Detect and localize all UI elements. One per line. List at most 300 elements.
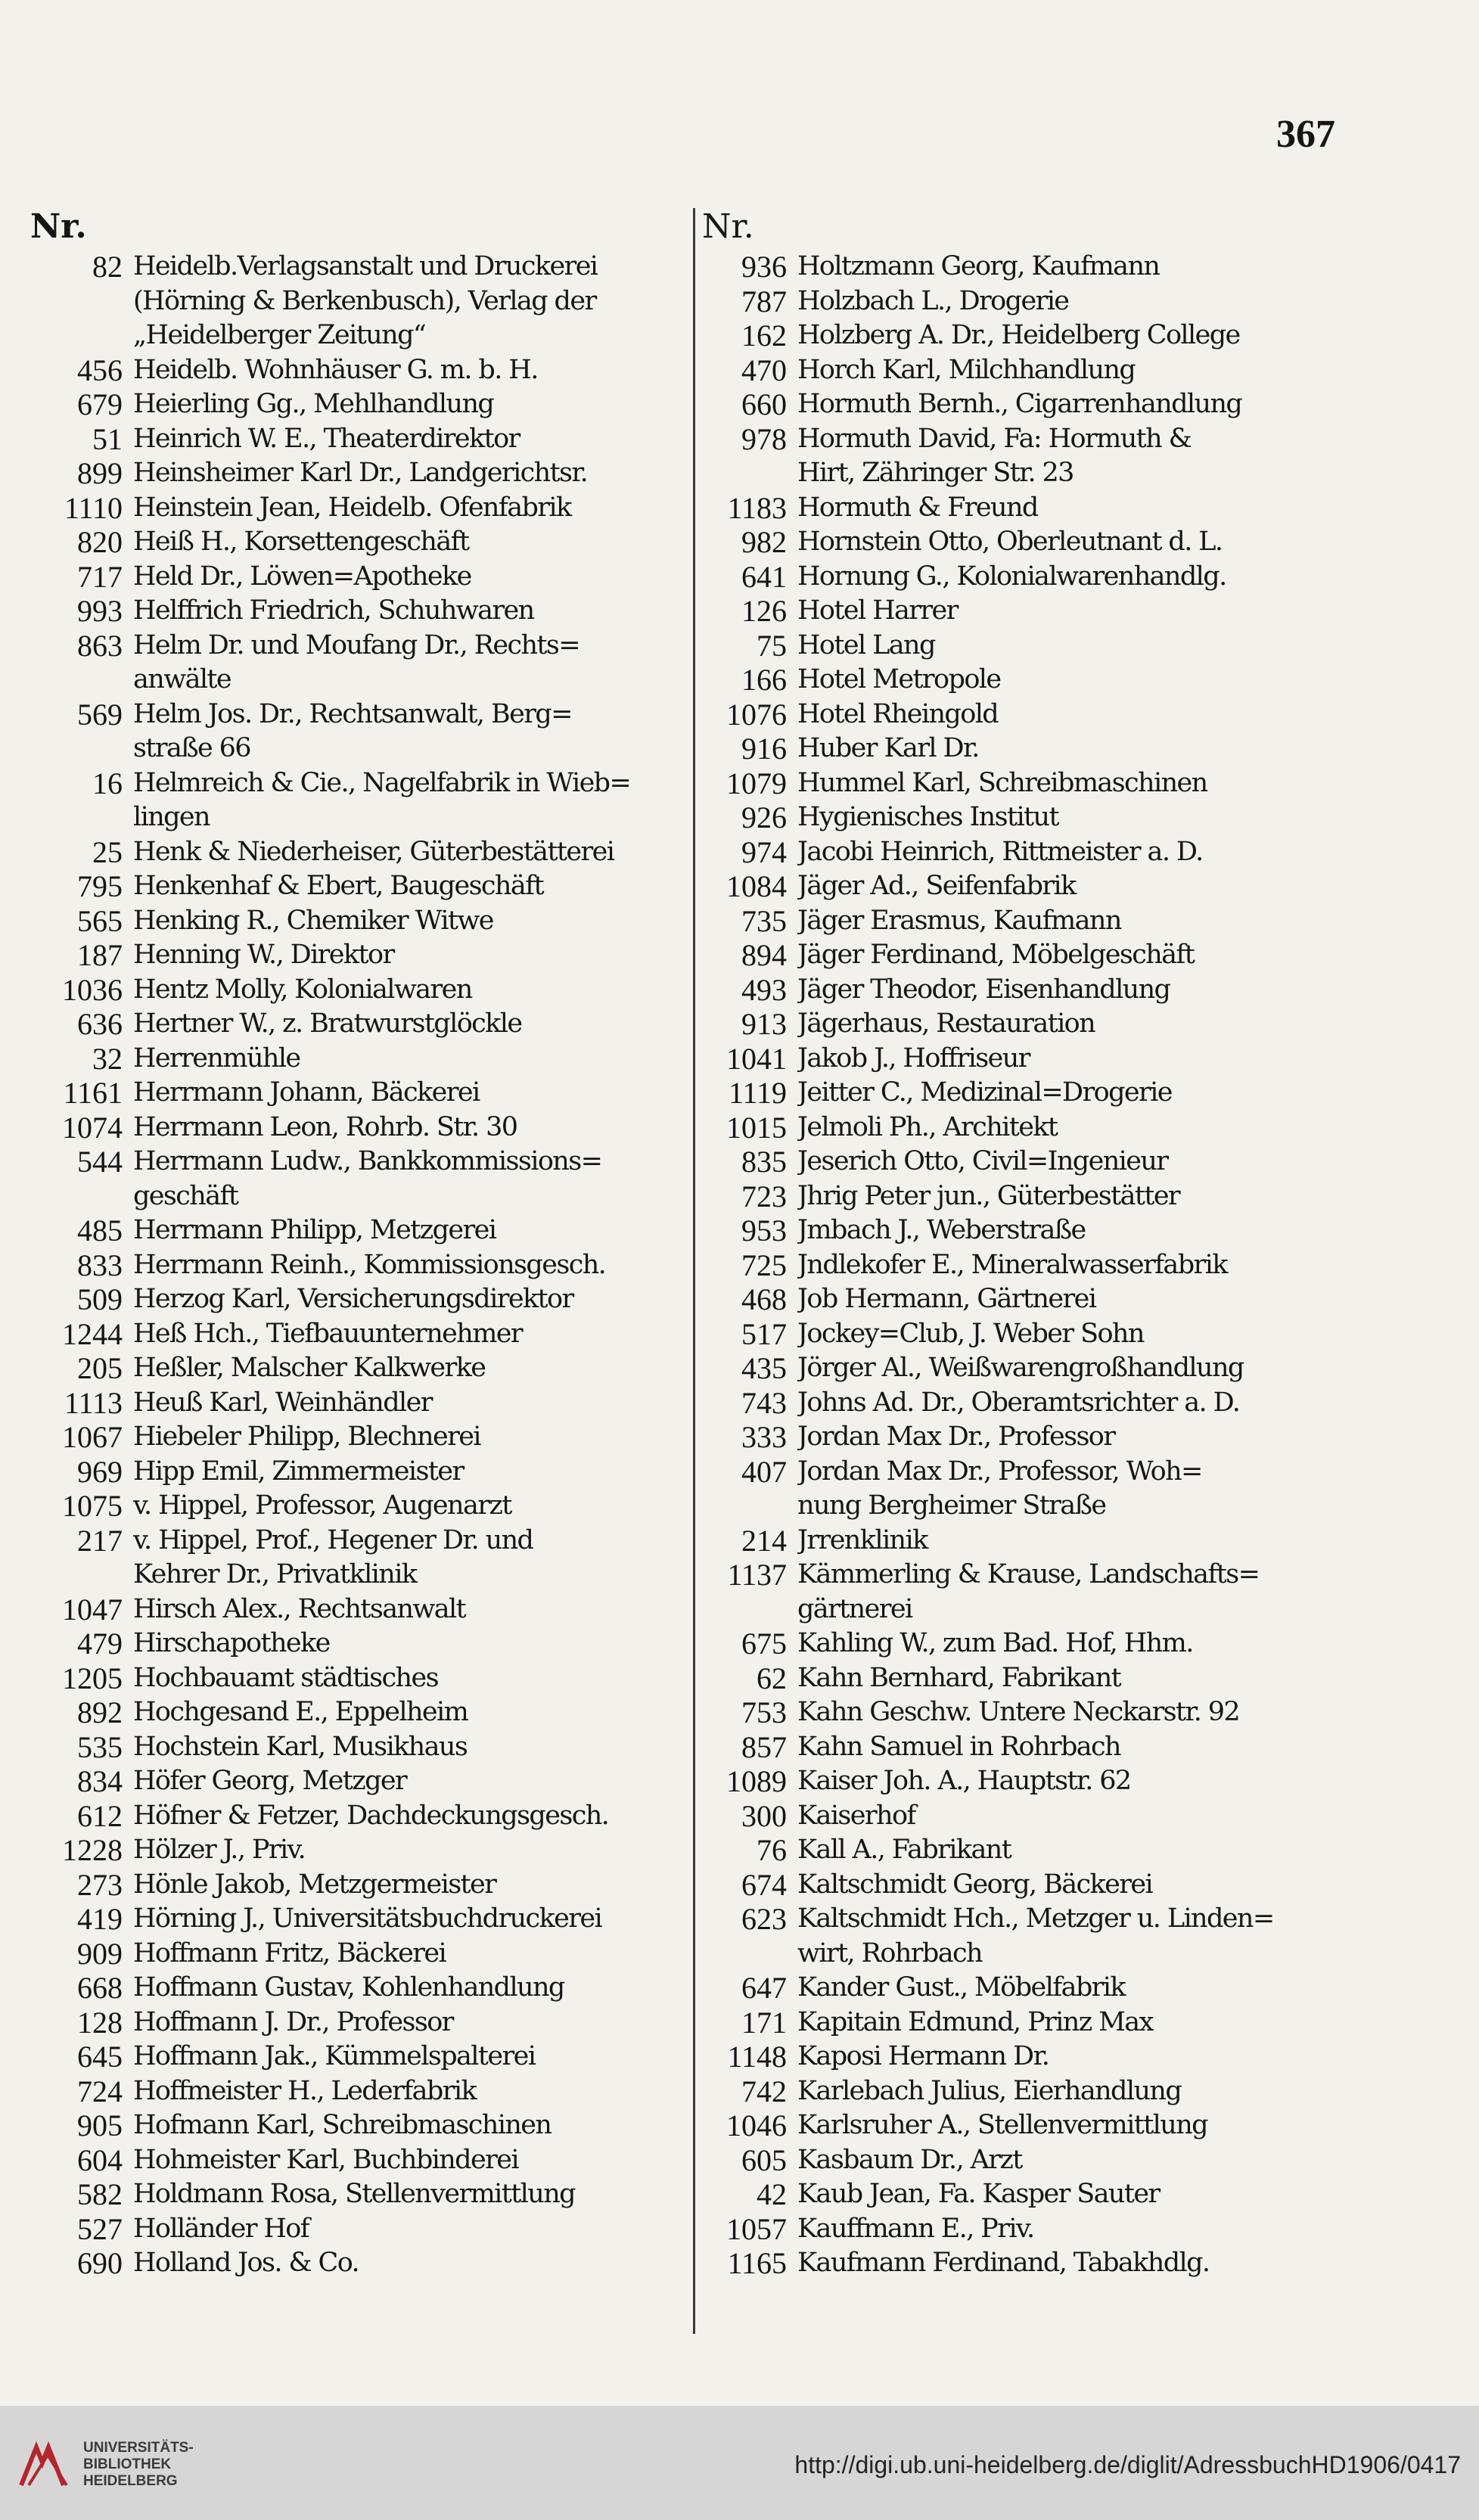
entry-number: 479 — [77, 1627, 123, 1661]
entry-number: 1046 — [726, 2108, 787, 2142]
directory-entry — [30, 1145, 688, 1213]
entry-number: 76 — [757, 1833, 787, 1867]
entry-number: 217 — [77, 1523, 123, 1558]
entry-text — [133, 1248, 688, 1283]
entry-number: 535 — [77, 1729, 123, 1764]
entry-text — [797, 1971, 1368, 2006]
directory-entry — [30, 1076, 688, 1111]
entry-line: Hofmann Karl, Schreibmaschinen — [133, 2110, 552, 2140]
entry-text — [133, 2143, 688, 2178]
entry-number: 723 — [741, 1179, 787, 1213]
entry-number: 742 — [741, 2074, 787, 2108]
entry-line: „Heidelberger Zeitung“ — [133, 320, 426, 350]
entry-text — [797, 2108, 1368, 2143]
entry-number: 674 — [741, 1867, 787, 1902]
directory-entry — [702, 250, 1368, 284]
entry-text — [133, 2006, 688, 2040]
directory-entry — [30, 1007, 688, 1042]
entry-line: Kaposi Hermann Dr. — [797, 2041, 1049, 2071]
entry-line: (Hörning & Berkenbusch), Verlag der — [133, 285, 596, 316]
entry-number: 820 — [77, 525, 123, 559]
entry-text — [797, 1661, 1368, 1696]
entry-line: Kahn Bernhard, Fabrikant — [797, 1662, 1121, 1693]
entry-number: 509 — [77, 1282, 123, 1316]
directory-entry — [702, 2143, 1368, 2178]
directory-entry — [30, 904, 688, 939]
entry-number: 527 — [77, 2211, 123, 2246]
entry-number: 51 — [92, 421, 123, 456]
entry-line: Job Hermann, Gärtnerei — [797, 1284, 1096, 1314]
directory-entry — [702, 835, 1368, 870]
entry-text — [133, 2177, 688, 2212]
directory-entry — [30, 1489, 688, 1524]
entry-text — [797, 766, 1368, 801]
directory-entry — [702, 422, 1368, 491]
entry-number: 62 — [757, 1661, 787, 1695]
entry-number: 833 — [77, 1248, 123, 1282]
entry-text — [133, 938, 688, 973]
entry-number: 1205 — [62, 1661, 123, 1695]
entry-line: Kahn Geschw. Untere Neckarstr. 92 — [797, 1697, 1240, 1727]
directory-entry — [702, 800, 1368, 835]
entry-text — [133, 353, 688, 388]
entry-number: 936 — [741, 250, 787, 284]
entry-text — [797, 1455, 1368, 1524]
directory-entry — [30, 1386, 688, 1421]
entry-text — [797, 560, 1368, 595]
entry-text — [133, 1455, 688, 1490]
entry-number: 787 — [741, 284, 787, 318]
entry-text — [797, 250, 1368, 284]
entry-line: Herrmann Ludw., Bankkommissions= — [133, 1146, 602, 1176]
entry-text — [797, 1145, 1368, 1179]
directory-entry — [30, 560, 688, 595]
entry-number: 899 — [77, 456, 123, 490]
directory-entry — [30, 387, 688, 422]
entry-line: Henning W., Direktor — [133, 940, 394, 970]
entry-line: Heierling Gg., Mehlhandlung — [133, 389, 494, 419]
entry-number: 835 — [741, 1145, 787, 1179]
entry-text — [133, 1695, 688, 1730]
entry-list — [30, 250, 688, 2281]
entry-line: Heiß H., Korsettengeschäft — [133, 527, 469, 557]
entry-text — [133, 525, 688, 560]
entry-number: 725 — [741, 1248, 787, 1282]
entry-line: Herrmann Johann, Bäckerei — [133, 1077, 480, 1108]
entry-text — [133, 1524, 688, 1592]
entry-text — [133, 1351, 688, 1386]
entry-text — [133, 1386, 688, 1421]
source-url-link[interactable]: http://digi.ub.uni-heidelberg.de/diglit/AdressbuchHD1906/0417 — [794, 2451, 1461, 2478]
entry-number: 717 — [77, 559, 123, 594]
directory-entry — [30, 2040, 688, 2074]
entry-line: Hochgesand E., Eppelheim — [133, 1697, 468, 1727]
entry-number: 82 — [92, 250, 123, 284]
entry-text — [797, 1007, 1368, 1042]
entry-line: Holland Jos. & Co. — [133, 2248, 359, 2278]
entry-number: 1074 — [62, 1110, 123, 1145]
entry-list — [702, 250, 1368, 2281]
entry-text — [797, 2006, 1368, 2040]
directory-entry — [30, 456, 688, 491]
entry-text — [797, 2143, 1368, 2178]
directory-entry — [702, 318, 1368, 353]
entry-number: 16 — [92, 766, 123, 800]
entry-number: 675 — [741, 1627, 787, 1661]
entry-line: Huber Karl Dr. — [797, 733, 979, 763]
entry-text — [133, 1145, 688, 1213]
directory-entry — [702, 1386, 1368, 1421]
entry-line: Kämmerling & Krause, Landschafts= — [797, 1559, 1260, 1589]
entry-number: 1110 — [64, 490, 123, 525]
viewer-footer — [0, 2406, 1479, 2520]
left-column — [30, 204, 688, 2281]
entry-text — [797, 1868, 1368, 1903]
entry-text — [133, 698, 688, 766]
entry-text — [133, 1868, 688, 1903]
entry-number: 612 — [77, 1798, 123, 1833]
entry-line: Hoffmann J. Dr., Professor — [133, 2006, 453, 2037]
entry-line: Höfer Georg, Metzger — [133, 1766, 407, 1796]
entry-line: Hormuth David, Fa: Hormuth & — [797, 423, 1192, 454]
directory-entry — [30, 1764, 688, 1799]
directory-entry — [30, 1730, 688, 1765]
directory-entry — [30, 629, 688, 698]
directory-entry — [30, 1833, 688, 1868]
directory-entry — [30, 1111, 688, 1145]
entry-number: 679 — [77, 387, 123, 421]
entry-text — [797, 938, 1368, 973]
directory-entry — [30, 525, 688, 560]
entry-text — [133, 2074, 688, 2109]
entry-number: 1165 — [727, 2246, 787, 2280]
entry-number: 724 — [77, 2074, 123, 2108]
directory-entry — [702, 594, 1368, 629]
entry-line: Hölzer J., Priv. — [133, 1835, 306, 1865]
directory-entry — [30, 1695, 688, 1730]
entry-line: Hochbauamt städtisches — [133, 1662, 438, 1693]
entry-text — [133, 1317, 688, 1352]
entry-number: 1161 — [63, 1076, 123, 1110]
entry-line: anwälte — [133, 664, 231, 694]
entry-line: Hirschapotheke — [133, 1628, 330, 1658]
entry-line: Heinstein Jean, Heidelb. Ofenfabrik — [133, 492, 571, 523]
directory-entry — [702, 560, 1368, 595]
directory-entry — [30, 1627, 688, 1661]
entry-number: 1079 — [726, 766, 787, 800]
entry-number: 660 — [741, 387, 787, 421]
institution-line: BIBLIOTHEK — [83, 2456, 172, 2472]
entry-number: 735 — [741, 903, 787, 938]
entry-number: 32 — [92, 1041, 123, 1076]
entry-number: 863 — [77, 628, 123, 663]
entry-line: Jelmoli Ph., Architekt — [797, 1111, 1058, 1142]
entry-number: 1183 — [727, 490, 787, 525]
entry-line: Karlsruher A., Stellenvermittlung — [797, 2110, 1207, 2140]
entry-number: 493 — [741, 972, 787, 1007]
entry-text — [133, 629, 688, 698]
entry-line: Holzberg A. Dr., Heidelberg College — [797, 320, 1240, 350]
entry-text — [133, 2040, 688, 2074]
entry-line: Höfner & Fetzer, Dachdeckungsgesch. — [133, 1800, 609, 1831]
entry-number: 753 — [741, 1695, 787, 1729]
directory-entry — [702, 1145, 1368, 1179]
entry-text — [797, 1042, 1368, 1077]
entry-line: Hirt, Zähringer Str. 23 — [797, 458, 1074, 488]
entry-text — [797, 387, 1368, 422]
entry-text — [133, 1730, 688, 1765]
entry-line: Jacobi Heinrich, Rittmeister a. D. — [797, 836, 1203, 867]
entry-number: 969 — [77, 1454, 123, 1489]
entry-text — [133, 904, 688, 939]
entry-line: Jeitter C., Medizinal=Drogerie — [797, 1077, 1172, 1108]
entry-line: Hoffmeister H., Lederfabrik — [133, 2075, 477, 2106]
entry-text — [797, 1111, 1368, 1145]
entry-text — [797, 1213, 1368, 1248]
entry-text — [133, 1213, 688, 1248]
entry-line: Jhrig Peter jun., Güterbestätter — [797, 1180, 1180, 1211]
directory-entry — [702, 663, 1368, 698]
entry-line: Jörger Al., Weißwarengroßhandlung — [797, 1353, 1244, 1383]
entry-line: Hummel Karl, Schreibmaschinen — [797, 767, 1207, 798]
entry-number: 834 — [77, 1764, 123, 1798]
entry-number: 1036 — [62, 972, 123, 1007]
entry-number: 1148 — [727, 2040, 787, 2074]
entry-number: 974 — [741, 834, 787, 869]
right-column — [702, 204, 1368, 2281]
entry-line: Jordan Max Dr., Professor, Woh= — [797, 1456, 1202, 1487]
entry-text — [797, 698, 1368, 732]
entry-number: 187 — [77, 938, 123, 972]
entry-line: Helm Dr. und Moufang Dr., Rechts= — [133, 629, 579, 660]
directory-entry — [702, 2108, 1368, 2143]
entry-text — [797, 1351, 1368, 1386]
directory-entry — [30, 869, 688, 904]
entry-text — [797, 1730, 1368, 1765]
entry-text — [797, 869, 1368, 904]
directory-entry — [702, 904, 1368, 939]
directory-entry — [702, 2074, 1368, 2109]
entry-text — [133, 1592, 688, 1627]
entry-text — [797, 1558, 1368, 1627]
directory-entry — [30, 1971, 688, 2006]
entry-line: Hörning J., Universitätsbuchdruckerei — [133, 1903, 602, 1934]
entry-line: Kehrer Dr., Privatklinik — [133, 1559, 417, 1589]
entry-text — [797, 1833, 1368, 1868]
entry-line: Hirsch Alex., Rechtsanwalt — [133, 1593, 466, 1624]
entry-line: Helm Jos. Dr., Rechtsanwalt, Berg= — [133, 698, 572, 729]
entry-line: Holdmann Rosa, Stellenvermittlung — [133, 2179, 575, 2209]
entry-text — [797, 2246, 1368, 2281]
entry-number: 582 — [77, 2177, 123, 2211]
entry-line: Held Dr., Löwen=Apotheke — [133, 561, 471, 592]
entry-line: Jndlekofer E., Mineralwasserfabrik — [797, 1249, 1227, 1280]
entry-line: Hohmeister Karl, Buchbinderei — [133, 2144, 518, 2175]
entry-line: Hormuth Bernh., Cigarrenhandlung — [797, 389, 1242, 419]
directory-entry — [30, 1317, 688, 1352]
directory-entry — [702, 869, 1368, 904]
directory-entry — [30, 2006, 688, 2040]
entry-line: Hygienisches Institut — [797, 802, 1058, 832]
entry-text — [133, 1007, 688, 1042]
entry-line: straße 66 — [133, 733, 250, 763]
entry-line: Helmreich & Cie., Nagelfabrik in Wieb= — [133, 767, 631, 798]
entry-line: Kahling W., zum Bad. Hof, Hhm. — [797, 1628, 1193, 1658]
entry-number: 645 — [77, 2040, 123, 2074]
entry-number: 913 — [741, 1007, 787, 1041]
entry-line: Hoffmann Jak., Kümmelspalterei — [133, 2041, 536, 2071]
directory-entry — [30, 973, 688, 1008]
entry-number: 668 — [77, 1971, 123, 2005]
directory-entry — [30, 1524, 688, 1592]
entry-text — [797, 1179, 1368, 1214]
entry-number: 456 — [77, 353, 123, 387]
entry-line: Johns Ad. Dr., Oberamtsrichter a. D. — [797, 1387, 1240, 1418]
entry-line: Jordan Max Dr., Professor — [797, 1422, 1115, 1452]
entry-number: 333 — [741, 1420, 787, 1454]
entry-text — [797, 1282, 1368, 1317]
directory-entry — [30, 766, 688, 835]
directory-entry — [30, 2177, 688, 2212]
entry-number: 1015 — [726, 1110, 787, 1145]
entry-text — [797, 2074, 1368, 2109]
entry-line: nung Bergheimer Straße — [797, 1490, 1106, 1521]
directory-entry — [702, 732, 1368, 766]
directory-entry — [702, 1799, 1368, 1834]
entry-number: 1075 — [62, 1489, 123, 1523]
entry-line: Herrmann Leon, Rohrb. Str. 30 — [133, 1111, 517, 1142]
directory-entry — [702, 973, 1368, 1008]
entry-line: Hipp Emil, Zimmermeister — [133, 1456, 464, 1487]
entry-text — [133, 1971, 688, 2006]
entry-line: Hotel Metropole — [797, 664, 1001, 694]
entry-text — [133, 1937, 688, 1972]
entry-text — [797, 973, 1368, 1008]
entry-line: v. Hippel, Professor, Augenarzt — [133, 1490, 511, 1521]
directory-entry — [702, 2246, 1368, 2281]
entry-line: Jäger Ferdinand, Möbelgeschäft — [797, 940, 1195, 970]
entry-number: 1057 — [726, 2211, 787, 2246]
entry-text — [797, 1902, 1368, 1971]
entry-text — [797, 1076, 1368, 1111]
directory-entry — [702, 1111, 1368, 1145]
entry-text — [133, 387, 688, 422]
entry-text — [133, 560, 688, 595]
entry-line: Henk & Niederheiser, Güterbestätterei — [133, 836, 614, 867]
entry-text — [133, 1902, 688, 1937]
entry-text — [133, 869, 688, 904]
entry-line: Heß Hch., Tiefbauunternehmer — [133, 1318, 523, 1349]
directory-entry — [702, 1455, 1368, 1524]
entry-text — [797, 422, 1368, 491]
directory-entry — [30, 1420, 688, 1455]
entry-text — [133, 973, 688, 1008]
entry-text — [133, 766, 688, 835]
entry-number: 690 — [77, 2246, 123, 2280]
directory-entry — [702, 2040, 1368, 2074]
directory-entry — [30, 1902, 688, 1937]
entry-number: 468 — [741, 1282, 787, 1316]
directory-entry — [702, 1248, 1368, 1283]
entry-text — [797, 904, 1368, 939]
directory-entry — [702, 1558, 1368, 1627]
institution-line: HEIDELBERG — [83, 2473, 178, 2489]
entry-number: 1067 — [62, 1420, 123, 1454]
entry-text — [797, 1420, 1368, 1455]
directory-entry — [702, 1971, 1368, 2006]
entry-number: 604 — [77, 2142, 123, 2177]
entry-text — [133, 1282, 688, 1317]
entry-text — [797, 732, 1368, 766]
entry-number: 1244 — [62, 1316, 123, 1351]
directory-entry — [30, 1455, 688, 1490]
entry-number: 273 — [77, 1867, 123, 1902]
university-logo-icon — [14, 2432, 82, 2493]
directory-entry — [30, 938, 688, 973]
directory-entry — [702, 1351, 1368, 1386]
entry-number: 205 — [77, 1351, 123, 1385]
entry-number: 909 — [77, 1936, 123, 1971]
entry-number: 1119 — [728, 1076, 787, 1110]
directory-entry — [702, 353, 1368, 388]
directory-entry — [30, 1661, 688, 1696]
entry-text — [797, 1317, 1368, 1352]
entry-number: 982 — [741, 525, 787, 559]
entry-line: Holtzmann Georg, Kaufmann — [797, 251, 1160, 281]
entry-number: 565 — [77, 903, 123, 938]
column-header: Nr. — [30, 207, 87, 246]
entry-text — [133, 1661, 688, 1696]
entry-text — [133, 1111, 688, 1145]
entry-line: Helffrich Friedrich, Schuhwaren — [133, 595, 534, 626]
entry-line: Holländer Hof — [133, 2213, 309, 2244]
entry-text — [133, 422, 688, 457]
page-number: 367 — [1276, 113, 1335, 156]
entry-line: Heinrich W. E., Theaterdirektor — [133, 423, 520, 454]
entry-line: Hotel Harrer — [797, 595, 958, 626]
entry-text — [797, 1248, 1368, 1283]
entry-line: Herrmann Philipp, Metzgerei — [133, 1215, 496, 1245]
entry-number: 544 — [77, 1145, 123, 1179]
directory-entry — [30, 835, 688, 870]
entry-line: Hormuth & Freund — [797, 492, 1038, 523]
directory-entry — [30, 491, 688, 526]
directory-entry — [702, 2177, 1368, 2212]
entry-line: Jeserich Otto, Civil=Ingenieur — [797, 1146, 1168, 1176]
directory-entry — [30, 1868, 688, 1903]
entry-text — [133, 2246, 688, 2281]
directory-entry — [30, 1799, 688, 1834]
entry-text — [133, 2212, 688, 2247]
entry-text — [797, 491, 1368, 526]
entry-text — [797, 525, 1368, 560]
directory-entry — [702, 1764, 1368, 1799]
directory-entry — [702, 1695, 1368, 1730]
entry-number: 214 — [741, 1523, 787, 1558]
entry-line: Jockey=Club, J. Weber Sohn — [797, 1318, 1144, 1349]
directory-entry — [30, 698, 688, 766]
entry-number: 1113 — [64, 1385, 123, 1420]
entry-line: Jmbach J., Weberstraße — [797, 1215, 1086, 1245]
entry-text — [797, 1695, 1368, 1730]
entry-text — [797, 318, 1368, 353]
entry-line: Hiebeler Philipp, Blechnerei — [133, 1422, 480, 1452]
entry-line: Herzog Karl, Versicherungsdirektor — [133, 1284, 573, 1314]
entry-line: Hornstein Otto, Oberleutnant d. L. — [797, 527, 1223, 557]
entry-number: 470 — [741, 353, 787, 387]
entry-line: Kaltschmidt Georg, Bäckerei — [797, 1869, 1153, 1900]
entry-text — [797, 353, 1368, 388]
